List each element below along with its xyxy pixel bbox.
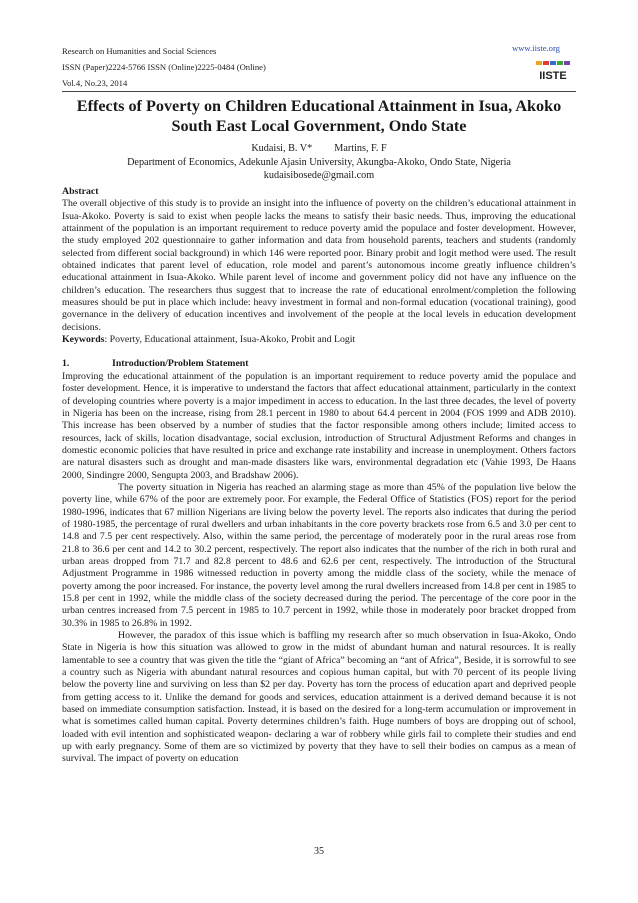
paragraph-2: The poverty situation in Nigeria has reached an alarming stage as more than 45% of the population live below the poverty line, while 67% of the poor are extremely poor. For example, the Federal Office of Statistics (FOS) report for the period 1980-1996, indicates that 67 million Nigerians are living below the poverty level. The reports also indicates that during the period of 1980-1985, the percentage of rural dwellers and urban inhabitants in the core poverty brackets rose from 6.5 and 3.0 per cent to 14.8 and 7.5 per cent respectively. Also, within the same period, the percentage of moderately poor in the rural areas rose from 21.8 to 36.6 per cent and 14.2 to 30.2 percent, respectively. The report also indicates that the number of the rich in both rural and urban areas dropped from 71.7 and 82.8 percent to 48.6 and 62.6 per cent, respectively. The introduction of the Structural Adjustment Programme in 1986 witnessed reduction in poverty among the middle class of the society, while the menace of poverty among the poor increased. For instance, the poverty level among the rural dwellers increased from 14.8 per cent in 1985 to 15.8 per cent in 1992, while the middle class of the society decreased during the period. The percentage of the core poor in the urban centres increased from 7.5 percent in 1985 to 10.7 percent in 1992, while those in moderately poor bracket dropped from 30.3% in 1985 to 26.8% in 1992. xyxy=(62,481,576,629)
paragraph-3: However, the paradox of this issue which is baffling my research after so much observation in Isua-Akoko, Ondo State in Nigeria is how this situation was allowed to grow in the midst of abundant human and natural resources. It is really lamentable to see a country that was given the title the “giant of Africa” becoming an “ant of Africa”, Beside, it is sorrowful to see a country such as Nigeria with abundant natural resources and copious human capital, but with 70 percent of its people living below the poverty line and surviving on less than $2 per day. Poverty has torn the process of education apart and deprived people from getting access to it. Unlike the demand for goods and services, education attainment is a derived demand because it is not based on immediate consumption satisfaction. Instead, it is based on the desired for a long-term accumulation or improvement in what is sometimes called human capital. Poverty determines children’s faith. Huge numbers of boys are dropping out of school, loaded with evil intention and sophisticated weapon- declaring a war of robbery while girls fail to complete their studies and end up with early pregnancy. Some of them are so victimized by poverty that they have to sell their bodies on campus as a mean of survival. The impact of poverty on education xyxy=(62,630,576,765)
keywords-text: : Poverty, Educational attainment, Isua-Akoko, Probit and Logit xyxy=(104,334,356,346)
section-title: Introduction/Problem Statement xyxy=(112,358,249,370)
author-block xyxy=(62,142,576,183)
paragraph-1: Improving the educational attainment of the population is an important requirement to reduce poverty amid the populace and foster development. Hence, it is imperative to understand the factors that affect educational attainment, particularly in the context of developing countries where poverty is a major impediment in access to education. In the last three decades, the level of poverty in Nigeria has been on the increase, rising from 28.1 percent in 1980 to about 64.4 percent in 2004 (FOS 1999 and ADB 2010). This increase has been observed by a number of studies that the factor responsible among others include; limited access to resources, lack of skills, location disadvantage, social exclusion, introduction of Structural Adjustment Reforms and changes in domestic economic policies that have resulted in price and exchange rate instability and increase in unemployment. Others factors are natural disasters such as drought and man-made disasters like wars, environmental degradation etc (Vahie 1993, De Haans 2000, Sindingre 2000, Sengupta 2003, and Bradshaw 2006). xyxy=(62,370,576,481)
journal-header xyxy=(62,43,266,91)
journal-url[interactable]: www.iiste.org xyxy=(512,43,560,53)
paper-title: Effects of Poverty on Children Educational Attainment in Isua, Akoko South East Local Government, Ondo State xyxy=(76,97,562,135)
affiliation: Department of Economics, Adekunle Ajasin University, Akungba-Akoko, Ondo State, Nigeria xyxy=(127,156,511,168)
abstract-heading: Abstract xyxy=(62,186,99,197)
author-1: Kudaisi, B. V* xyxy=(251,143,313,154)
paper-body xyxy=(62,186,576,766)
author-2: Martins, F. F xyxy=(334,143,387,154)
author-email: kudaisibosede@gmail.com xyxy=(263,170,375,181)
keywords-line xyxy=(62,334,576,346)
journal-issn: ISSN (Paper)2224-5766 ISSN (Online)2225-0484 (Online) xyxy=(62,62,266,72)
keywords-label: Keywords xyxy=(62,334,105,346)
journal-name: Research on Humanities and Social Sciences xyxy=(62,46,217,56)
abstract-text: The overall objective of this study is to provide an insight into the influence of poverty on the children’s educational attainment in Isua-Akoko. Poverty is said to exist when people lacks the means to satisfy their basic needs. Thus, improving the educational attainment of the population is an important requirement to reduce poverty amid the populace and foster development. However, the study employed 202 questionnaire to gather information and data from household parents, teachers and students (randomly selected from different social background) in which 146 were reported poor. Binary probit and logit method were used. The result obtained indicates that parent level of education, role model and parent’s autonomous income greatly influence children’s educational attainment in Isua-Akoko. While parent level of income and government policy did not have any influence on the children’s education. The researchers thus suggest that to increase the rate of educational enrolment/completion the following measures should be put in place which include: heavy investment in formal and non-formal education (vocational training), good governance in the delivery of education incentives and involvement of the people at the local levels in education development decisions. xyxy=(62,198,576,333)
logo-text: IISTE xyxy=(539,70,567,82)
header-divider xyxy=(62,91,576,92)
page-number: 35 xyxy=(314,846,324,857)
journal-volume: Vol.4, No.23, 2014 xyxy=(62,78,128,88)
iiste-logo-icon xyxy=(534,59,572,85)
section-heading xyxy=(62,358,576,370)
section-number: 1. xyxy=(62,358,70,370)
